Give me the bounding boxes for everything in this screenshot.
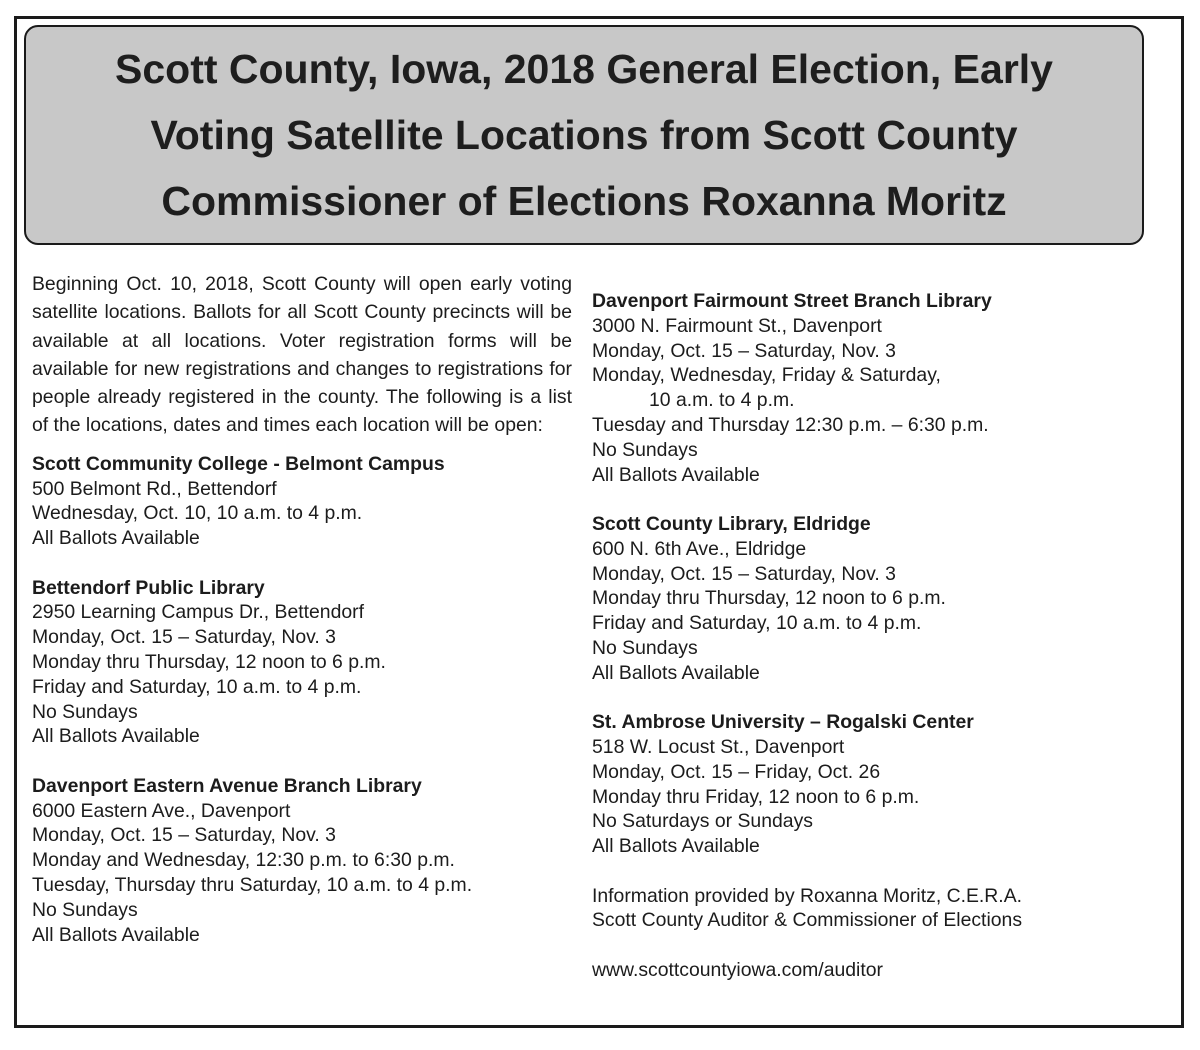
- location-dates: Wednesday, Oct. 10, 10 a.m. to 4 p.m.: [32, 502, 363, 525]
- right-column: [592, 289, 1152, 983]
- location-hours: Tuesday, Thursday thru Saturday, 10 a.m. to 4 p.m.: [32, 873, 473, 896]
- location-ballots: All Ballots Available: [32, 725, 200, 748]
- location-address: 2950 Learning Campus Dr., Bettendorf: [32, 601, 364, 624]
- location-name: Davenport Eastern Avenue Branch Library: [32, 774, 422, 797]
- location-address: 3000 N. Fairmount St., Davenport: [592, 314, 882, 337]
- intro-paragraph: Beginning Oct. 10, 2018, Scott County will open early voting satellite locations. Ballots for all Scott County precincts will be available at all locations. Voter registration forms will be available for new registrations and changes to registrations for people already registered in the county. The following is a list of the locations, dates and times each location will be open:: [32, 273, 572, 437]
- location-bettendorf-public-library: [32, 576, 572, 750]
- location-hours: Monday, Wednesday, Friday & Saturday,: [592, 364, 941, 387]
- left-column: [32, 270, 572, 972]
- notice-title: Scott County, Iowa, 2018 General Election, Early Voting Satellite Locations from Scott County Commissioner of Elections Roxanna Moritz: [115, 46, 1053, 224]
- title-banner: [24, 25, 1144, 245]
- credit-line: Scott County Auditor & Commissioner of Elections: [592, 909, 1023, 932]
- location-name: St. Ambrose University – Rogalski Center: [592, 711, 974, 734]
- location-closed: No Sundays: [32, 898, 138, 921]
- location-ballots: All Ballots Available: [592, 661, 760, 684]
- location-name: Davenport Fairmount Street Branch Library: [592, 290, 992, 312]
- location-address: 6000 Eastern Ave., Davenport: [32, 799, 291, 822]
- location-hours: Friday and Saturday, 10 a.m. to 4 p.m.: [592, 612, 922, 635]
- location-name: Scott Community College - Belmont Campus: [32, 452, 445, 475]
- location-address: 500 Belmont Rd., Bettendorf: [32, 477, 277, 500]
- location-scott-community-college: [32, 452, 572, 551]
- location-dates: Monday, Oct. 15 – Saturday, Nov. 3: [592, 562, 896, 585]
- location-name: Scott County Library, Eldridge: [592, 512, 871, 535]
- location-dates: Monday, Oct. 15 – Saturday, Nov. 3: [592, 339, 896, 362]
- location-closed: No Sundays: [32, 700, 138, 723]
- location-closed: No Sundays: [592, 438, 698, 461]
- location-address: 518 W. Locust St., Davenport: [592, 735, 845, 758]
- website-url: www.scottcountyiowa.com/auditor: [592, 959, 883, 982]
- credit-line: Information provided by Roxanna Moritz, C.E.R.A.: [592, 884, 1023, 907]
- location-scott-county-library-eldridge: [592, 512, 1152, 686]
- location-hours: Monday thru Thursday, 12 noon to 6 p.m.: [32, 650, 386, 673]
- location-davenport-fairmount-street: [592, 289, 1152, 487]
- location-hours: Friday and Saturday, 10 a.m. to 4 p.m.: [32, 675, 362, 698]
- location-ballots: All Ballots Available: [592, 835, 760, 858]
- location-ballots: All Ballots Available: [32, 527, 200, 550]
- location-closed: No Sundays: [592, 636, 698, 659]
- location-name: Bettendorf Public Library: [32, 576, 265, 599]
- location-davenport-eastern-avenue: [32, 774, 572, 948]
- information-credit: [592, 884, 1152, 934]
- location-st-ambrose-university: [592, 710, 1152, 859]
- location-address: 600 N. 6th Ave., Eldridge: [592, 537, 807, 560]
- location-dates: Monday, Oct. 15 – Saturday, Nov. 3: [32, 626, 336, 649]
- location-hours-continued: 10 a.m. to 4 p.m.: [649, 389, 795, 412]
- location-hours: Monday thru Friday, 12 noon to 6 p.m.: [592, 785, 920, 808]
- location-hours: Monday and Wednesday, 12:30 p.m. to 6:30 p.m.: [32, 849, 455, 872]
- location-dates: Monday, Oct. 15 – Friday, Oct. 26: [592, 760, 881, 783]
- location-hours: Tuesday and Thursday 12:30 p.m. – 6:30 p.m.: [592, 413, 989, 436]
- location-closed: No Saturdays or Sundays: [592, 810, 813, 833]
- location-hours: Monday thru Thursday, 12 noon to 6 p.m.: [592, 587, 946, 610]
- location-ballots: All Ballots Available: [592, 463, 760, 486]
- location-ballots: All Ballots Available: [32, 923, 200, 946]
- location-dates: Monday, Oct. 15 – Saturday, Nov. 3: [32, 824, 336, 847]
